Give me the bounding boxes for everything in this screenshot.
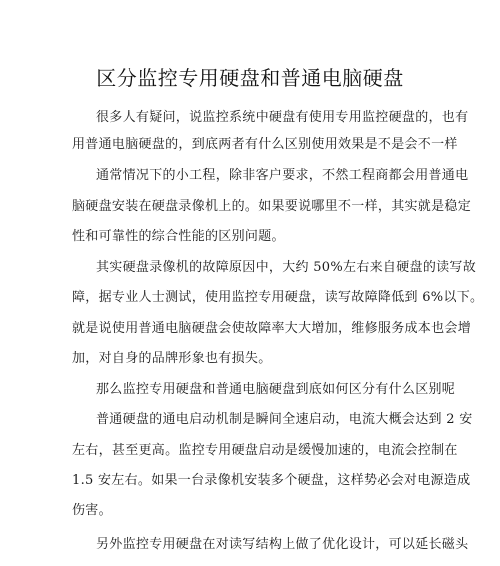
- paragraph-line: 脑硬盘安装在硬盘录像机上的。如果要说哪里不一样，其实就是稳定: [72, 199, 472, 214]
- paragraph-line: 那么监控专用硬盘和普通电脑硬盘到底如何区分有什么区别呢: [96, 382, 456, 397]
- paragraph-line: 伤害。: [72, 503, 112, 518]
- paragraph-line: 性和可靠性的综合性能的区别问题。: [72, 229, 285, 244]
- paragraph-line: 就是说使用普通电脑硬盘会使故障率大大增加，维修服务成本也会增: [72, 321, 472, 336]
- paragraph-line: 用普通电脑硬盘的，到底两者有什么区别使用效果是不是会不一样: [72, 137, 458, 152]
- paragraph-line: 普通硬盘的通电启动机制是瞬间全速启动，电流大概会达到 2 安: [96, 412, 473, 427]
- paragraph-line: 其实硬盘录像机的故障原因中，大约 50%左右来自硬盘的读写故: [96, 260, 477, 275]
- paragraph-line: 加，对自身的品牌形象也有损失。: [72, 351, 272, 366]
- paragraph-line: 很多人有疑问，说监控系统中硬盘有使用专用监控硬盘的，也有: [96, 110, 469, 125]
- paragraph-line: 另外监控专用硬盘在对读写结构上做了优化设计，可以延长磁头: [96, 537, 469, 552]
- document-title: 区分监控专用硬盘和普通电脑硬盘: [96, 66, 404, 90]
- paragraph-line: 通常情况下的小工程，除非客户要求，不然工程商都会用普通电: [96, 168, 469, 183]
- paragraph-line: 左右，甚至更高。监控专用硬盘启动是缓慢加速的，电流会控制在: [72, 443, 458, 458]
- paragraph-line: 1.5 安左右。如果一台录像机安装多个硬盘，这样势必会对电源造成: [72, 473, 471, 488]
- paragraph-line: 障，据专业人士测试，使用监控专用硬盘，读写故障降低到 6%以下。: [72, 290, 484, 305]
